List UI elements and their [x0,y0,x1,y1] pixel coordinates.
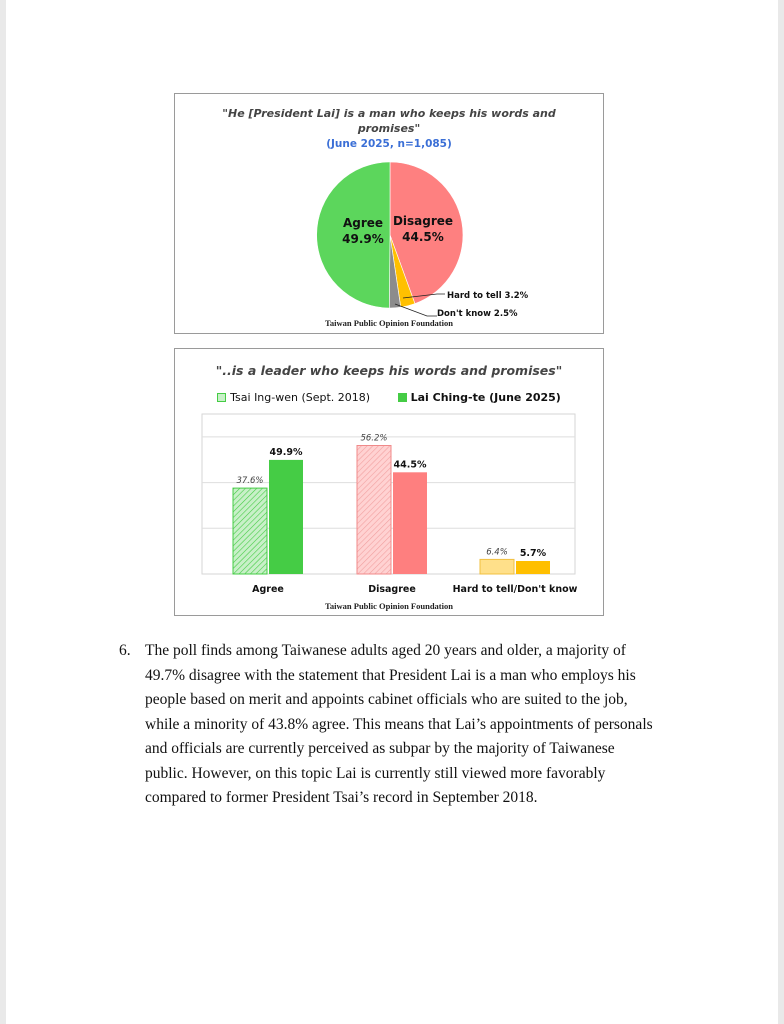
pie-chart-plot [175,94,603,333]
bar-lai-2 [516,561,550,574]
pie-disagree-value-label: 44.5% [402,230,444,244]
category-label-0: Agree [252,584,284,595]
bar-tsai-2 [480,559,514,574]
paragraph-line: public. However, on this topic Lai is currently still viewed more favorably [145,764,606,782]
bar-tsai-0 [233,488,267,574]
paragraph-number: 6. [119,642,131,659]
pie-dont-know-label: Don't know 2.5% [437,309,518,319]
bar-value-label-tsai-1: 56.2% [360,433,388,444]
pie-hard-to-tell-label: Hard to tell 3.2% [447,291,529,301]
pie-chart-title-line1: "He [President Lai] is a man who keeps his words and [222,107,556,120]
bar-chart-figure [174,348,604,616]
pie-chart-title-line2: promises" [357,122,421,135]
paragraph-line: people based on merit and appoints cabinet officials who are suited to the job, [145,691,628,708]
bar-value-label-tsai-2: 6.4% [486,547,508,558]
paragraph-text [145,639,685,811]
bar-value-label-tsai-0: 37.6% [236,476,264,487]
bar-lai-0 [269,460,303,574]
bar-value-label-lai-2: 5.7% [519,548,547,559]
bar-chart-plot [175,349,603,615]
legend-label-lai: Lai Ching-te (June 2025) [410,391,561,404]
paragraph-line: while a minority of 43.8% agree. This means that Lai’s appointments of personals [145,715,653,733]
page-edge-left [0,0,6,1024]
page-edge-right [778,0,784,1024]
pie-agree-value-label: 49.9% [342,232,384,246]
paragraph-line: 49.7% disagree with the statement that President Lai is a man who employs his [145,666,636,684]
bar-tsai-1 [357,446,391,575]
pie-chart-figure [174,93,604,334]
category-label-2: Hard to tell/Don't know [452,584,578,595]
pie-chart-subtitle: (June 2025, n=1,085) [326,138,452,150]
bar-chart-source: Taiwan Public Opinion Foundation [325,601,453,611]
pie-agree-name-label: Agree [342,216,384,230]
bar-category-labels [252,584,577,595]
paragraph-line: compared to former President Tsai’s record in September 2018. [145,789,538,806]
bar-chart-title: "..is a leader who keeps his words and promises" [215,363,563,378]
bar-value-label-lai-0: 49.9% [269,446,303,458]
pie-chart-source: Taiwan Public Opinion Foundation [325,318,453,328]
pie-disagree-name-label: Disagree [392,214,454,228]
paragraph-line: The poll finds among Taiwanese adults aged 20 years and older, a majority of [145,642,626,659]
legend-label-tsai: Tsai Ing-wen (Sept. 2018) [230,391,371,404]
category-label-1: Disagree [368,584,416,595]
paragraph-line: and officials are currently perceived as subpar by the majority of Taiwanese [145,740,615,757]
bar-value-label-lai-1: 44.5% [393,459,427,471]
bar-lai-1 [393,472,427,574]
